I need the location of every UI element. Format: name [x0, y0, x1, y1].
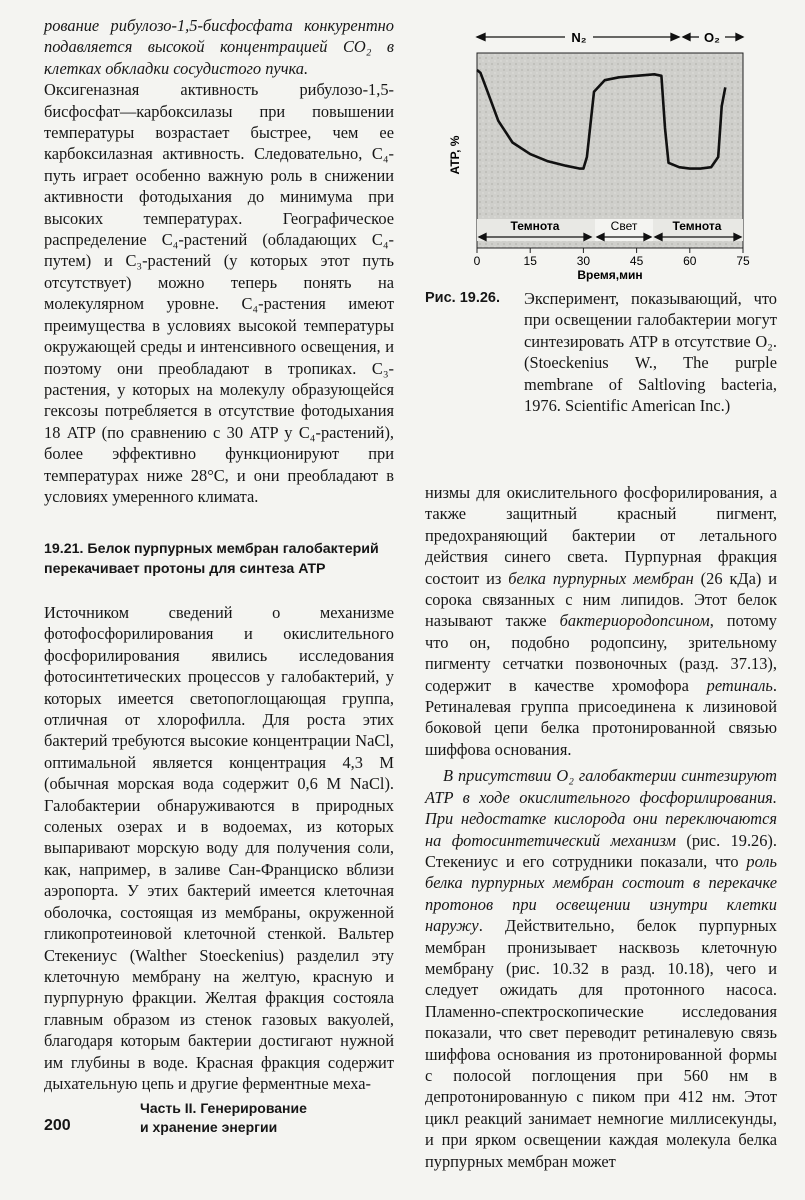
caption-label: Рис. 19.26.	[425, 290, 501, 306]
x-tick-label: 60	[683, 254, 697, 268]
gas-n2-label: N₂	[571, 30, 587, 45]
right-column	[425, 482, 777, 1172]
running-footer	[140, 1099, 307, 1137]
left-column-bottom	[44, 602, 394, 1094]
p1-text-g: . Ретиналевая группа присоединена к лизиновой боковой цепи белка протонированной связью шиффова основания.	[425, 675, 777, 759]
p1-text-a: низмы для окислительного фосфорилирования, а также защитный красный пигмент, предохраняющий бактерии от летального действия синего света. Пурпурная фракция состоит из	[425, 483, 777, 588]
phase-bar	[477, 219, 743, 241]
caption-text: Эксперимент, показывающий, что при освещении галобактерии могут синтезировать ATP в отсутствие O₂. (Stoeckenius W., The purple membrane of Saltloving bacteria, 1976. Scientific American Inc.)	[524, 289, 777, 416]
section-heading: 19.21. Белок пурпурных мембран галобактерий перекачивает протоны для синтеза ATP	[44, 541, 379, 577]
p1-italic-f: ретиналь	[706, 675, 773, 695]
x-tick-label: 30	[576, 254, 591, 268]
x-axis-ticks	[474, 248, 750, 268]
x-tick-label: 45	[629, 254, 644, 268]
p1-italic-b: белка пурпурных мембран	[508, 568, 694, 588]
p2-text-b: (рис. 19.26). Стекениус и его сотрудники показали, что	[425, 830, 777, 871]
intro-italic-text: рование рибулозо-1,5-бисфосфата конкурентно подавляется высокой концентрацией CO₂ в клетках обкладки сосудистого пучка.	[44, 16, 394, 78]
phase-dark-2: Темнота	[672, 219, 722, 233]
x-axis-label: Время,мин	[577, 268, 643, 282]
gas-o2-label: O₂	[704, 30, 720, 45]
x-tick-label: 75	[736, 254, 750, 268]
halobacteria-paragraph: Источником сведений о механизме фотофосфорилирования и окислительного фосфорилирования явились исследования фотосинтетических процессов у галобактерий, у которых имеется светопоглощающая группа, отличная от хлорофилла. Для роста этих бактерий требуются высокие концентрации NaCl, оптимальной является концентрация 4,3 M (обычная морская вода содержит 0,6 M NaCl). Галобактерии обнаруживаются в природных соленых озерах и в водоемах, из которых выпаривают морскую воду для получения соли, как, например, в заливе Сан-Франциско вблизи аэропорта. У этих бактерий имеется клеточная оболочка, состоящая из мембраны, окруженной гликопротеиновой клеточной стенкой. Вальтер Стекениус (Walther Stoeckenius) разделил эту клеточную мембрану на желтую, красную и пурпурную фракции. Желтая фракция состояла главным образом из стенок газовых вакуолей, благодаря которым бактерии достигают нужной им глубины в воде. Красная фракция содержит дыхательную цепь и другие ферментные меха-	[44, 603, 394, 1093]
p1-text-c: (26 кДа) и сорока связанных с ним липидов. Этот белок называют также	[425, 568, 777, 631]
phase-light: Свет	[610, 219, 638, 233]
c4-paragraph: Оксигеназная активность рибулозо-1,5-бисфосфат—карбоксилазы при повышении температуры возрастает быстрее, чем ее карбоксилазная активность. Следовательно, C₄-путь играет особенно важную роль в снижении активности фотодыхания до минимума при высоких температурах. Географическое распределение C₄-растений (обладающих C₄-путем) и C₃-растений (у которых этот путь отсутствует) можно теперь понять на молекулярном уровне. C₄-растения имеют преимущества в условиях высокой температуры окружающей среды и интенсивного освещения, и поэтому они преобладают в тропиках. C₃-растения, у которых на молекулу образующейся гексозы потребляется в отсутствие фотодыхания 18 ATP (по сравнению с 30 ATP у C₄-растений), более эффективно функционируют при температурах ниже 28°C, и они преобладают в условиях умеренного климата.	[44, 80, 394, 506]
purple-membrane-paragraph	[425, 482, 777, 760]
oxygen-paragraph	[425, 765, 777, 1172]
p2-italic-a: В присутствии O₂ галобактерии синтезируют ATP в ходе окислительного фосфорилирования. При недостатке кислорода они переключаются на фотосинтетический механизм	[425, 766, 777, 850]
figure-19-26	[425, 15, 785, 285]
part-line-1: Часть II. Генерирование	[140, 1100, 307, 1116]
p1-italic-d: бактериородопсином	[559, 611, 710, 631]
part-line-2: и хранение энергии	[140, 1119, 278, 1135]
y-axis-label: ATP, %	[448, 135, 462, 175]
intro-italic-paragraph	[44, 15, 394, 79]
atp-chart	[425, 15, 785, 285]
phase-dark-1: Темнота	[510, 219, 560, 233]
page-number: 200	[44, 1117, 71, 1134]
p1-text-e: , потому что он, подобно родопсину, зрительному пигменту сетчатки позвоночных (разд. 37.13), содержит в качестве хромофора	[425, 611, 778, 695]
x-tick-label: 0	[473, 254, 481, 268]
left-column-top	[44, 15, 394, 507]
x-tick-label: 15	[523, 254, 537, 268]
p2-text-d: . Действительно, белок пурпурных мембран пронизывает насквозь клеточную мембрану (рис. 10.32 в разд. 10.18), чего и следует ожидать для протонного насоса. Пламенно-спектроскопические исследования показали, что свет переводит ретиналевую связь шиффова основания из протонированной формы с полосой поглощения при 560 нм в депротонированную с пиком при 412 нм. Этот цикл реакций занимает немногие миллисекунды, и при ярком освещении каждая молекула белка пурпурных мембран может	[425, 916, 777, 1171]
p2-italic-c: роль белка пурпурных мембран состоит в перекачке протонов при освещении изнутри клетки наружу	[425, 851, 777, 936]
